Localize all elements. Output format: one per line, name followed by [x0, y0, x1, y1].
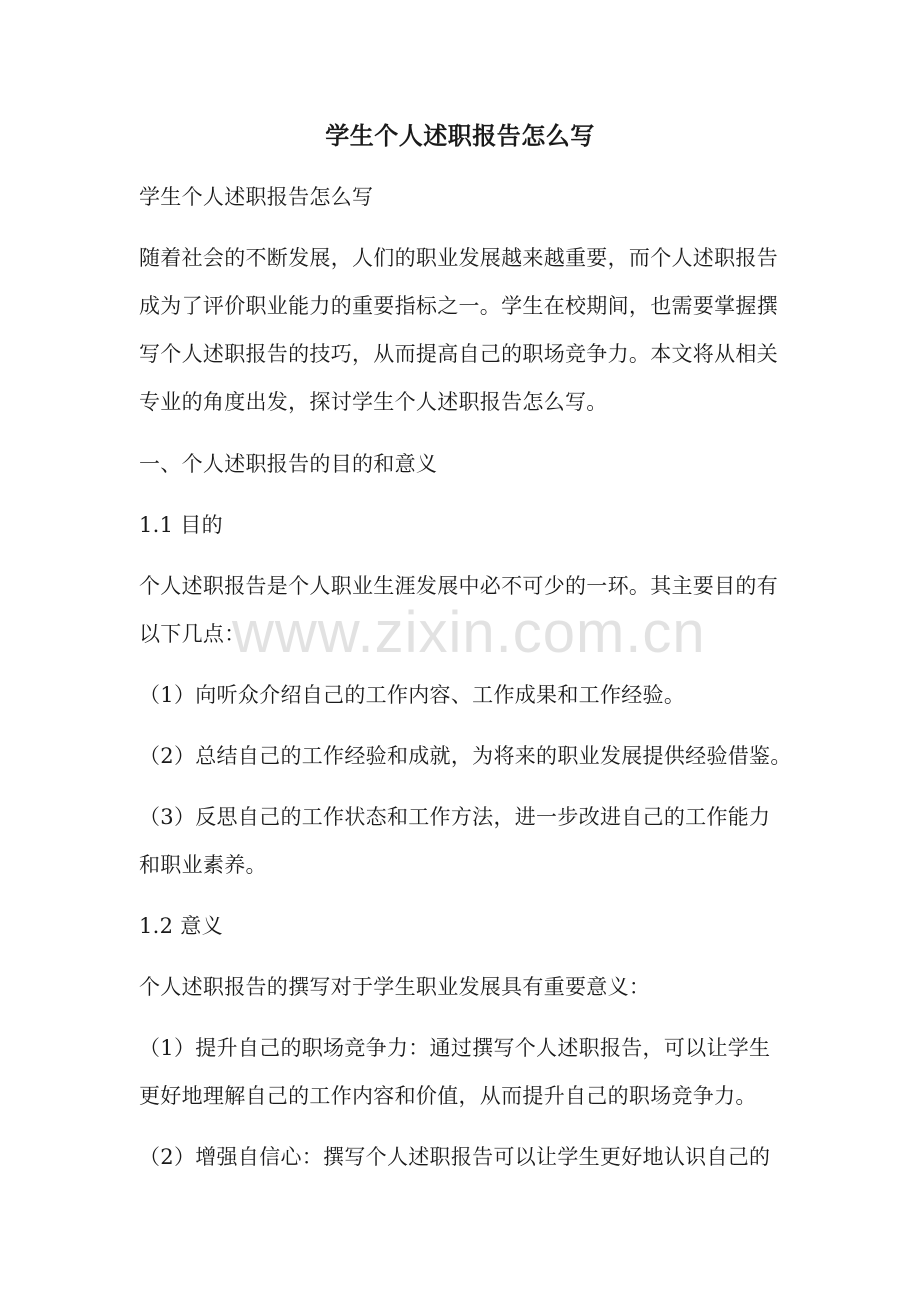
section-heading: 一、个人述职报告的目的和意义: [139, 452, 438, 476]
list-item: （2）增强自信心：撰写个人述职报告可以让学生更好地认识自己的: [139, 1145, 771, 1169]
paragraph-line: 成为了评价职业能力的重要指标之一。学生在校期间，也需要掌握撰: [139, 294, 778, 318]
paragraph-line: 随着社会的不断发展，人们的职业发展越来越重要，而个人述职报告: [139, 246, 778, 270]
document-title: 学生个人述职报告怎么写: [325, 121, 595, 150]
paragraph-line: 个人述职报告是个人职业生涯发展中必不可少的一环。其主要目的有: [139, 574, 778, 598]
subtitle-line: 学生个人述职报告怎么写: [139, 185, 374, 209]
list-item-continuation: 更好地理解自己的工作内容和价值，从而提升自己的职场竞争力。: [139, 1084, 757, 1108]
list-item: （1）提升自己的职场竞争力：通过撰写个人述职报告，可以让学生: [139, 1036, 771, 1060]
paragraph-line: 专业的角度出发，探讨学生个人述职报告怎么写。: [139, 390, 608, 414]
paragraph-line: 个人述职报告的撰写对于学生职业发展具有重要意义：: [139, 975, 651, 999]
list-item-continuation: 和职业素养。: [139, 853, 267, 877]
subsection-heading: 1.2 意义: [139, 914, 223, 938]
list-item: （2）总结自己的工作经验和成就，为将来的职业发展提供经验借鉴。: [139, 744, 792, 768]
list-item: （1）向听众介绍自己的工作内容、工作成果和工作经验。: [139, 683, 686, 707]
subsection-heading: 1.1 目的: [139, 513, 223, 537]
list-item: （3）反思自己的工作状态和工作方法，进一步改进自己的工作能力: [139, 805, 771, 829]
watermark: www.zixin.com.cn: [232, 600, 706, 665]
paragraph-line: 写个人述职报告的技巧，从而提高自己的职场竞争力。本文将从相关: [139, 342, 778, 366]
paragraph-line: 以下几点：: [139, 622, 246, 646]
